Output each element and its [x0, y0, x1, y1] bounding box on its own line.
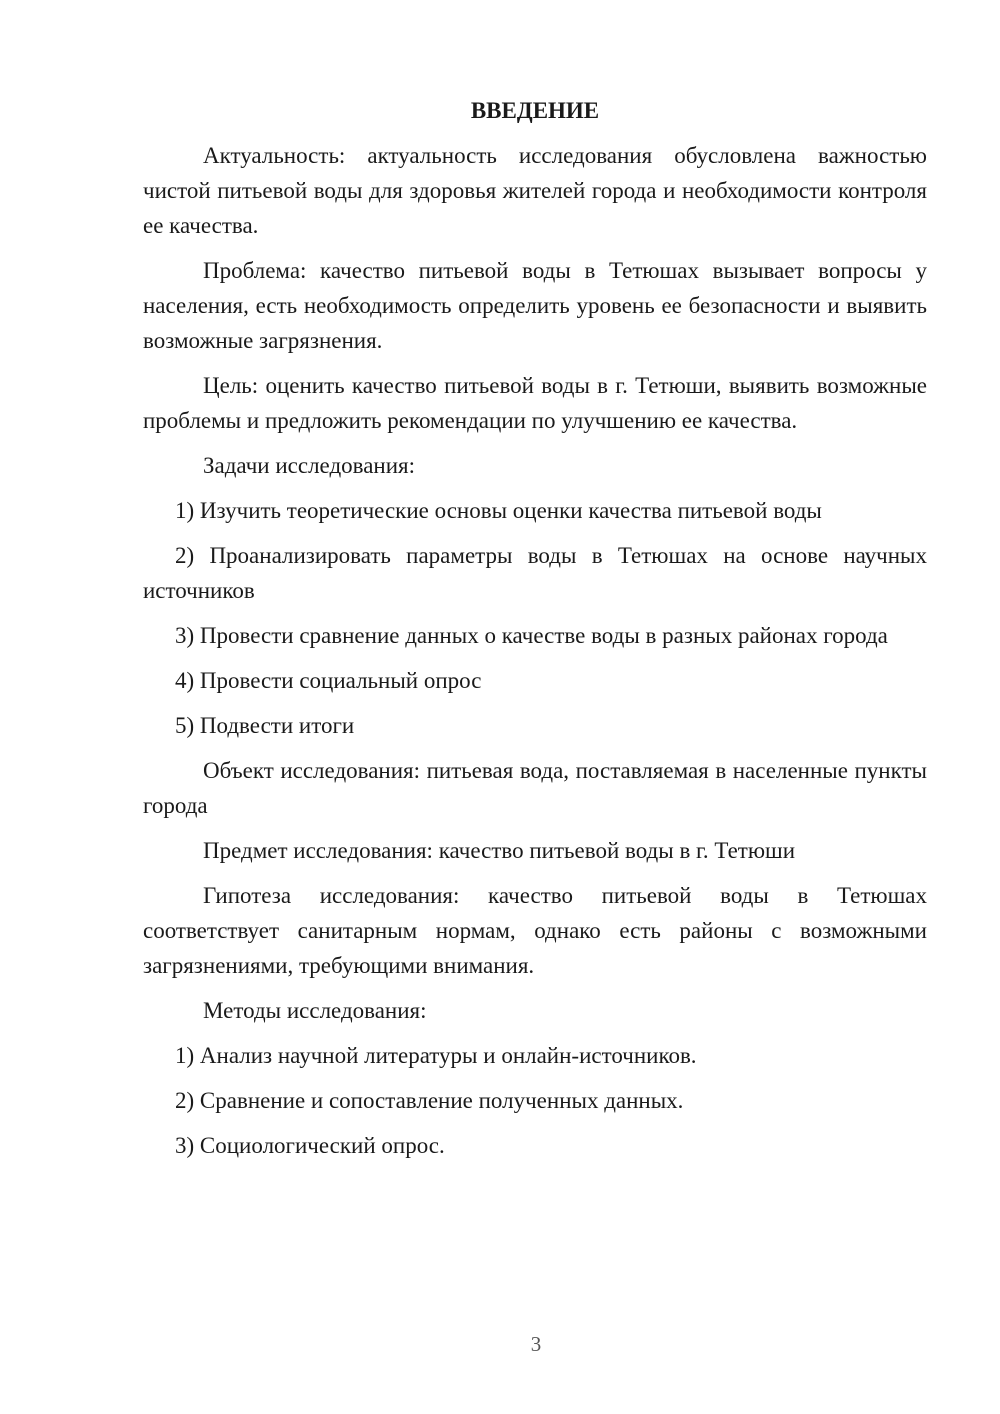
problem-paragraph: Проблема: качество питьевой воды в Тетюшах вызывает вопросы у населения, есть необходимость определить уровень ее безопасности и выявить возможные загрязнения.	[143, 258, 927, 353]
method-item: 2) Сравнение и сопоставление полученных данных.	[175, 1088, 684, 1113]
method-item: 1) Анализ научной литературы и онлайн-источников.	[175, 1043, 697, 1068]
task-item: 3) Провести сравнение данных о качестве воды в разных районах города	[175, 623, 888, 648]
task-item: 2) Проанализировать параметры воды в Тетюшах на основе научных источников	[143, 543, 927, 603]
subject-paragraph: Предмет исследования: качество питьевой воды в г. Тетюши	[203, 838, 796, 863]
task-item: 4) Провести социальный опрос	[175, 668, 482, 693]
tasks-heading: Задачи исследования:	[203, 453, 416, 478]
method-item: 3) Социологический опрос.	[175, 1133, 445, 1158]
task-item: 5) Подвести итоги	[175, 713, 355, 738]
page-content	[143, 96, 927, 1173]
hypothesis-paragraph: Гипотеза исследования: качество питьевой воды в Тетюшах соответствует санитарным нормам, однако есть районы с возможными загрязнениями, требующими внимания.	[143, 883, 927, 978]
task-item: 1) Изучить теоретические основы оценки качества питьевой воды	[175, 498, 822, 523]
page-title: ВВЕДЕНИЕ	[470, 98, 600, 123]
page-number: 3	[530, 1332, 542, 1356]
object-paragraph: Объект исследования: питьевая вода, поставляемая в населенные пункты города	[143, 758, 927, 818]
methods-heading: Методы исследования:	[203, 998, 427, 1023]
goal-paragraph: Цель: оценить качество питьевой воды в г. Тетюши, выявить возможные проблемы и предложить рекомендации по улучшению ее качества.	[143, 373, 927, 433]
relevance-paragraph: Актуальность: актуальность исследования обусловлена важностью чистой питьевой воды для здоровья жителей города и необходимости контроля ее качества.	[143, 143, 927, 238]
